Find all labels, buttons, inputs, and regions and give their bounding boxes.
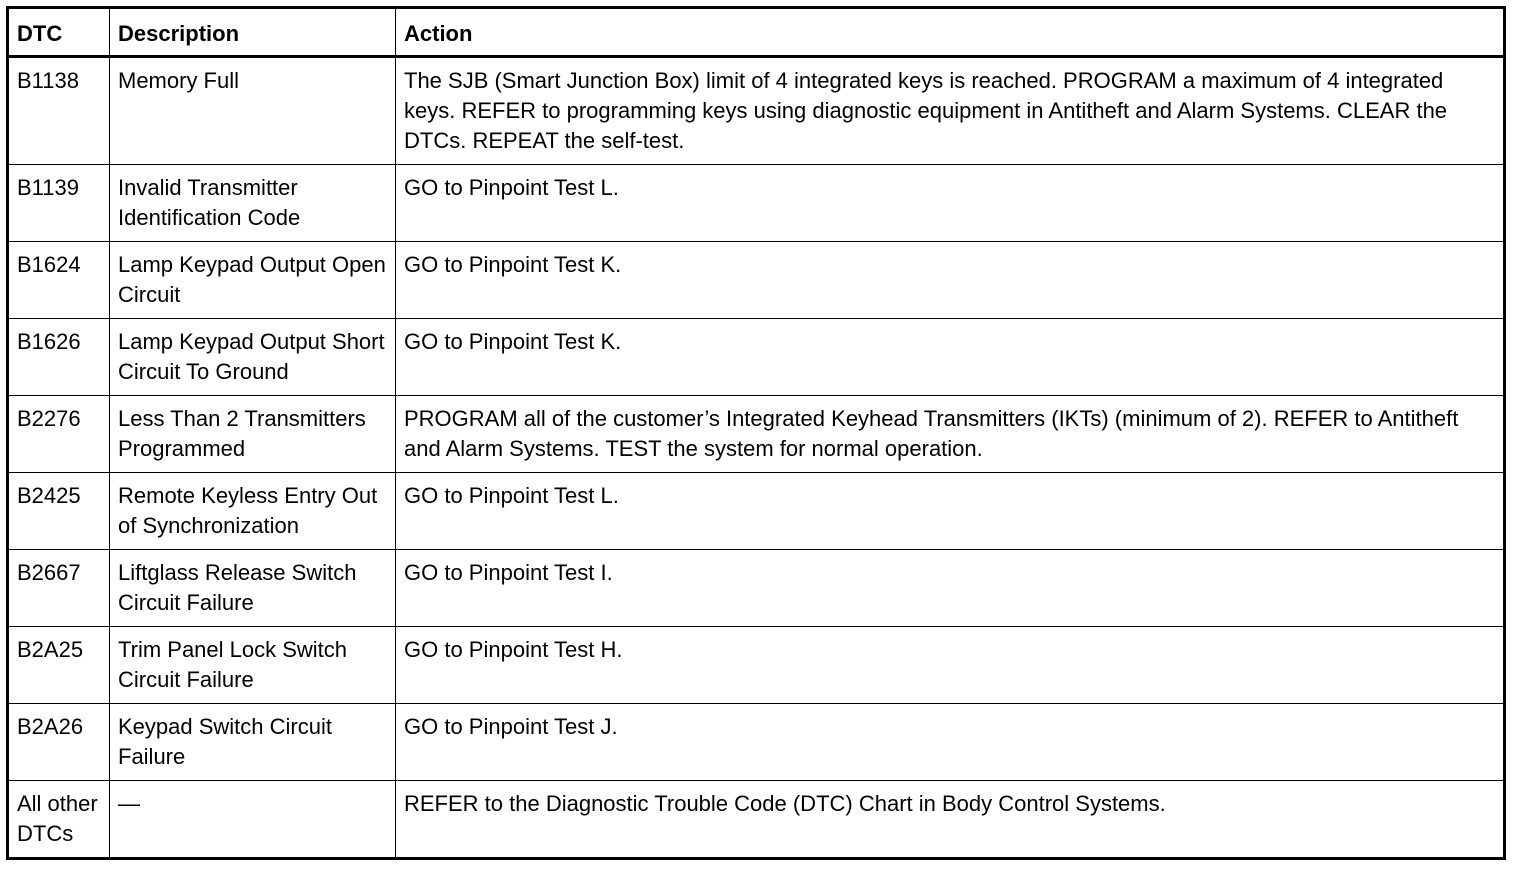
cell-dtc: B1138 [8, 57, 110, 165]
table-row [8, 704, 1505, 781]
cell-description: Trim Panel Lock Switch Circuit Failure [110, 627, 396, 704]
cell-description: Lamp Keypad Output Short Circuit To Ground [110, 319, 396, 396]
cell-dtc: B2425 [8, 473, 110, 550]
header-dtc: DTC [8, 8, 110, 57]
cell-action: GO to Pinpoint Test I. [396, 550, 1505, 627]
cell-dtc: B2667 [8, 550, 110, 627]
cell-description: — [110, 781, 396, 859]
cell-dtc: B2276 [8, 396, 110, 473]
cell-dtc: B1139 [8, 165, 110, 242]
cell-action: GO to Pinpoint Test L. [396, 473, 1505, 550]
cell-action: GO to Pinpoint Test L. [396, 165, 1505, 242]
cell-description: Liftglass Release Switch Circuit Failure [110, 550, 396, 627]
cell-action: PROGRAM all of the customer’s Integrated Keyhead Transmitters (IKTs) (minimum of 2). REFER to Antitheft and Alarm Systems. TEST the system for normal operation. [396, 396, 1505, 473]
header-description: Description [110, 8, 396, 57]
cell-action: GO to Pinpoint Test J. [396, 704, 1505, 781]
cell-action: GO to Pinpoint Test H. [396, 627, 1505, 704]
table-row [8, 242, 1505, 319]
cell-action: GO to Pinpoint Test K. [396, 319, 1505, 396]
table-row [8, 627, 1505, 704]
table-header-row [8, 8, 1505, 57]
table-row [8, 473, 1505, 550]
cell-description: Invalid Transmitter Identification Code [110, 165, 396, 242]
dtc-table [6, 6, 1506, 860]
table-row [8, 550, 1505, 627]
table-row [8, 319, 1505, 396]
table-row [8, 57, 1505, 165]
cell-dtc: B1624 [8, 242, 110, 319]
cell-action: The SJB (Smart Junction Box) limit of 4 integrated keys is reached. PROGRAM a maximum of 4 integrated keys. REFER to programming keys using diagnostic equipment in Antitheft and Alarm Systems. CLEAR the DTCs. REPEAT the self-test. [396, 57, 1505, 165]
cell-dtc: B2A26 [8, 704, 110, 781]
cell-description: Memory Full [110, 57, 396, 165]
cell-action: GO to Pinpoint Test K. [396, 242, 1505, 319]
cell-description: Lamp Keypad Output Open Circuit [110, 242, 396, 319]
table-row [8, 396, 1505, 473]
cell-dtc: B1626 [8, 319, 110, 396]
table-row [8, 165, 1505, 242]
header-action: Action [396, 8, 1505, 57]
cell-description: Keypad Switch Circuit Failure [110, 704, 396, 781]
cell-dtc: All other DTCs [8, 781, 110, 859]
cell-action: REFER to the Diagnostic Trouble Code (DTC) Chart in Body Control Systems. [396, 781, 1505, 859]
table-row [8, 781, 1505, 859]
cell-dtc: B2A25 [8, 627, 110, 704]
cell-description: Less Than 2 Transmitters Programmed [110, 396, 396, 473]
cell-description: Remote Keyless Entry Out of Synchronization [110, 473, 396, 550]
